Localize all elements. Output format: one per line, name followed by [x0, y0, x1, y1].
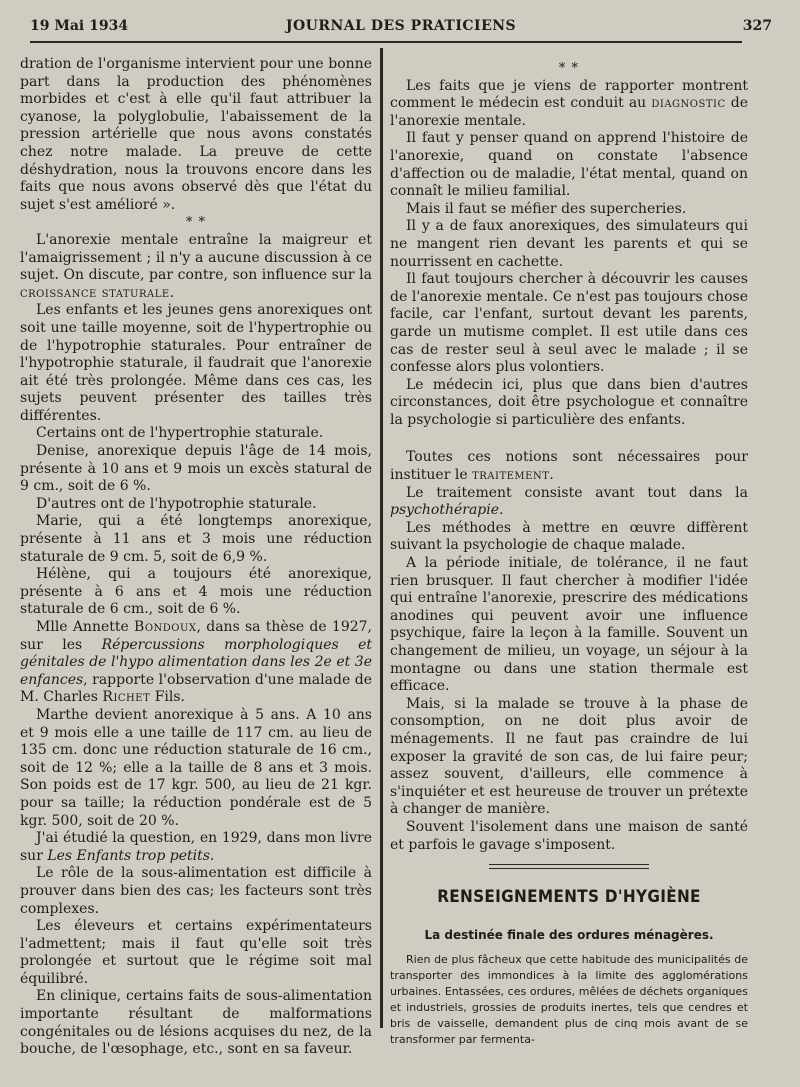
paragraph: Il y a de faux anorexiques, des simulateurs qui ne mangent rien devant les parents et qui se nourrissent en cachette. — [390, 218, 748, 270]
text: Toutes ces notions sont nécessaires pour instituer le — [390, 449, 748, 484]
text: L'anorexie mentale entraîne la maigreur et l'amaigrissement ; il n'y a aucune discussion à ce sujet. On discute, par contre, son influence sur la — [20, 231, 372, 284]
paragraph: Mais il faut se méfier des supercheries. — [406, 200, 687, 217]
paragraph: A la période initiale, de tolérance, il ne faut rien brusquer. Il faut chercher à modifier l'idée qui entraîne l'anorexie, prescrire des médications anodines qui peuvent avoir une influence psychique, faire la leçon à la famille. Souvent un changement de milieu, un voyage, un séjour à la montagne ou dans une station thermale est efficace. — [390, 555, 748, 695]
journal-title: JOURNAL DES PRATICIENS — [285, 18, 517, 34]
author-name: Bondoux — [134, 619, 197, 635]
left-column — [20, 56, 372, 1059]
text: Les faits que je viens de rapporter montrent comment le médecin est conduit au — [390, 77, 748, 112]
paragraph: Rien de plus fâcheux que cette habitude des municipalités de transporter des immondices à la limite des agglomérations urbaines. Entassées, ces ordures, mêlées de déchets organiques et industriels, grossies de produits inertes, tels que cendres et bris de vaisselle, demandent plus de cinq mois avant de se transformer par fermenta- — [390, 953, 748, 1047]
spacer — [390, 429, 748, 449]
paragraph — [20, 830, 372, 865]
paragraph: En clinique, certains faits de sous-alimentation importante résultant de malformations congénitales ou de lésions acquises du nez, de la bouche, de l'œsophage, etc., sont en sa faveur. — [20, 988, 372, 1058]
book-title: Les Enfants trop petits. — [47, 847, 215, 864]
paragraph — [390, 78, 748, 131]
paragraph: Le rôle de la sous-alimentation est difficile à prouver dans bien des cas; les facteurs sont très complexes. — [20, 865, 372, 917]
paragraph: Marthe devient anorexique à 5 ans. A 10 ans et 9 mois elle a une taille de 117 cm. au lieu de 135 cm. donc une réduction staturale de 16 cm., soit de 12 %; elle a la taille de 8 ans et 3 mois. Son poids est de 17 kgr. 500, au lieu de 21 kgr. pour sa taille; la réduction pondérale est de 5 kgr. 500, soit de 20 %. — [20, 706, 372, 829]
header-rule — [30, 41, 742, 43]
paragraph: dration de l'organisme intervient pour une bonne part dans la production des phénomènes morbides et c'est à elle qu'il faut attribuer la cyanose, la polyglobulie, l'abaissement de la pression artérielle que nous avons constatés chez notre malade. La preuve de cette déshydration, nous la trouvons encore dans les faits que nous avons observé dès que l'état du sujet s'est amélioré ». — [20, 56, 372, 213]
thesis-title: Répercussions morphologiques et génitales de l'hypo alimentation dans les 2e et 3e enfances — [20, 636, 372, 688]
right-column — [390, 56, 748, 1048]
keyword: croissance staturale. — [20, 284, 175, 301]
paragraph: Certains ont de l'hypertrophie staturale. — [36, 425, 324, 442]
emphasis: psychothérapie. — [390, 502, 504, 519]
text: de l'anorexie mentale. — [390, 95, 749, 129]
paragraph — [20, 619, 372, 707]
paragraph: Les enfants et les jeunes gens anorexiques ont soit une taille moyenne, soit de l'hypertrophie ou de l'hypotrophie staturales. Pour entraîner de l'hypotrophie staturale, il faudrait que l'anorexie ait été très prolongée. Même dans ces cas, les sujets peuvent présenter des tailles très différentes. — [20, 302, 372, 424]
text: Mlle Annette — [36, 619, 135, 635]
paragraph: D'autres ont de l'hypotrophie staturale. — [36, 495, 317, 512]
section-separator — [489, 864, 649, 869]
paragraph — [390, 449, 748, 484]
section-stars: * * — [185, 215, 207, 231]
keyword: diagnostic — [651, 95, 726, 112]
text: J'ai étudié la question, en 1929, dans mon livre sur — [20, 830, 372, 864]
text: , rapporte l'observation d'une malade de M. Charles — [20, 671, 372, 706]
text: Le traitement consiste avant tout dans la — [406, 484, 748, 501]
page-number: 327 — [742, 18, 772, 34]
paragraph: Il faut y penser quand on apprend l'histoire de l'anorexie, quand on constate l'absence d'affection ou de maladie, l'état mental, quand on connaît le milieu familial. — [390, 130, 748, 200]
paragraph: Il faut toujours chercher à découvrir les causes de l'anorexie mentale. Ce n'est pas toujours chose facile, car l'enfant, surtout devant les parents, garde un mutisme complet. Il est utile dans ces cas de rester seul à seul avec le malade ; il se confesse alors plus volontiers. — [390, 271, 748, 376]
paragraph — [390, 485, 748, 520]
text: , dans sa thèse de 1927, sur les — [20, 619, 372, 653]
paragraph: Les éleveurs et certains expérimentateurs l'admettent; mais il faut qu'elle soit très prolongée et surtout que le régime soit mal équilibré. — [20, 918, 372, 987]
paragraph — [20, 232, 372, 302]
page-header — [30, 18, 772, 40]
paragraph: Hélène, qui a toujours été anorexique, présente à 6 ans et 4 mois une réduction staturale de 6 cm., soit de 6 %. — [20, 566, 372, 618]
keyword: traitement. — [472, 467, 555, 484]
paragraph: Les méthodes à mettre en œuvre diffèrent suivant la psychologie de chaque malade. — [390, 519, 748, 554]
column-divider — [380, 48, 383, 1028]
section-heading: RENSEIGNEMENTS D'HYGIÈNE — [437, 887, 701, 908]
paragraph: Mais, si la malade se trouve à la phase de consomption, on ne doit plus avoir de ménagements. Il ne faut pas craindre de lui exposer la gravité de son cas, de lui faire peur; assez souvent, d'ailleurs, elle commence à s'inquiéter et est heureuse de trouver un prétexte à changer de manière. — [390, 695, 748, 818]
author-name: Richet — [102, 689, 151, 706]
paragraph: Denise, anorexique depuis l'âge de 14 mois, présente à 10 ans et 9 mois un excès statural de 9 cm., soit de 6 %. — [20, 443, 372, 495]
text: Fils. — [150, 689, 186, 706]
section-stars: * * — [558, 61, 580, 76]
paragraph: Le médecin ici, plus que dans bien d'autres circonstances, doit être psychologue et connaître la psychologie si particulière des enfants. — [390, 376, 748, 428]
issue-date: 19 Mai 1934 — [30, 18, 129, 34]
article-title: La destinée finale des ordures ménagères. — [424, 927, 714, 942]
paragraph: Souvent l'isolement dans une maison de santé et parfois le gavage s'imposent. — [390, 818, 748, 853]
paragraph: Marie, qui a été longtemps anorexique, présente à 11 ans et 3 mois une réduction staturale de 9 cm. 5, soit de 6,9 %. — [20, 513, 372, 565]
